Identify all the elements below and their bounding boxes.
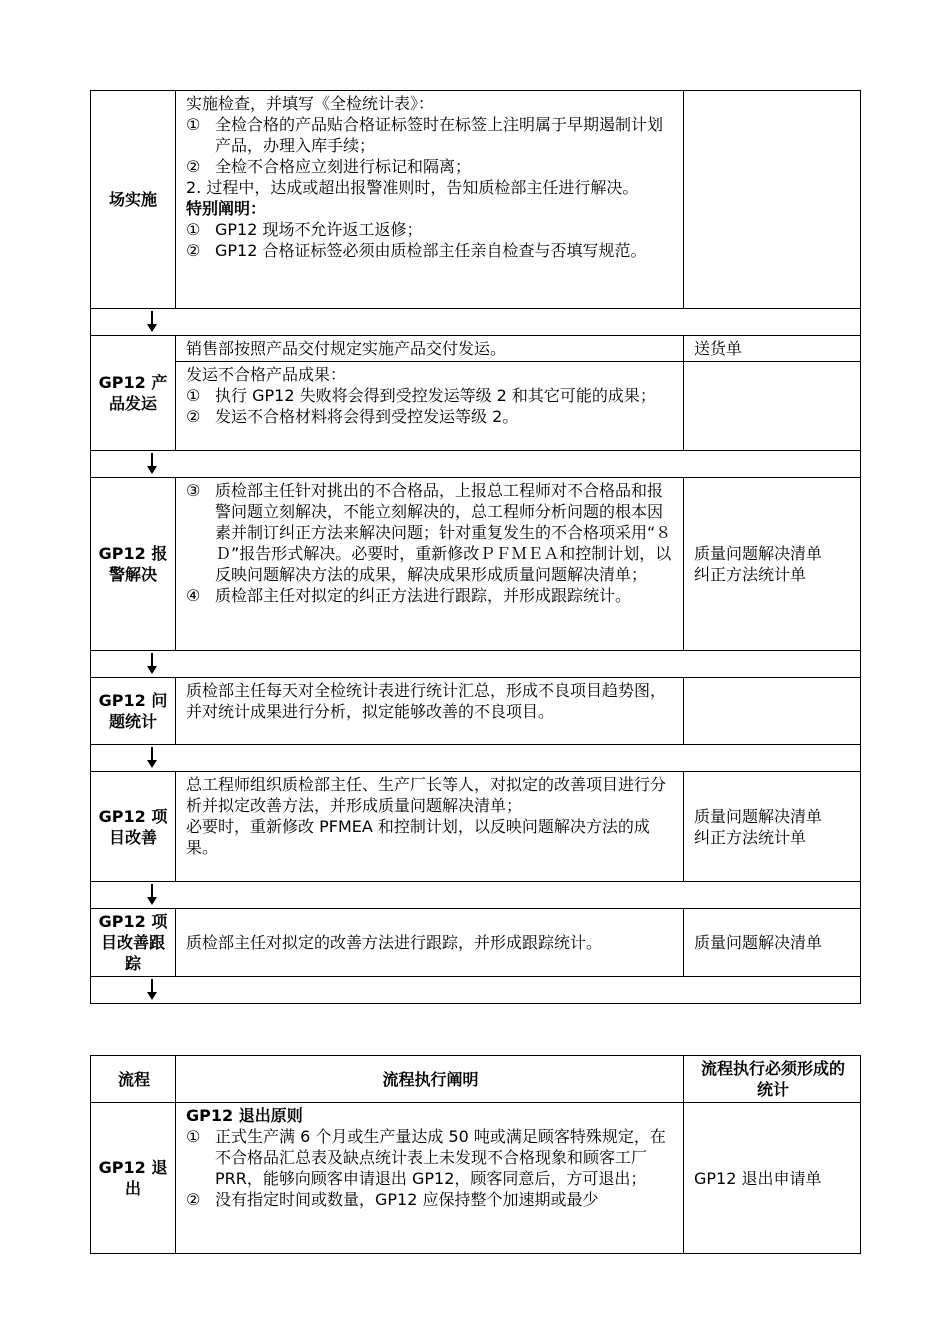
down-arrow-icon [147,653,157,675]
item-text: 执行 GP12 失败将会得到受控发运等级 2 和其它可能的成果； [215,386,656,405]
header-process: 流程 [91,1056,176,1103]
record-line: 纠正方法统计单 [694,827,807,847]
row-improve [91,772,861,882]
flow-arrow-row [91,309,861,336]
desc-improve [176,772,684,882]
step-field-implementation: 场实施 [91,91,176,309]
item-text: 全检不合格应立刻进行标记和隔离； [215,157,472,176]
line: 总工程师组织质检部主任、生产厂长等人，对拟定的改善项目进行分析并拟定改善方法，并形成质量问题解决清单； [186,775,667,815]
list-item [186,406,675,427]
record-tracking: 质量问题解决清单 [684,909,861,977]
flow-arrow-row [91,651,861,678]
list-item [186,219,675,240]
desc-delivery-2 [176,362,684,451]
flow-arrow-row [91,745,861,772]
item-text: GP12 现场不允许返工返修； [215,220,423,239]
record-exit: GP12 退出申请单 [684,1103,861,1254]
item-text: GP12 合格证标签必须由质检部主任亲自检查与否填写规范。 [215,241,647,260]
record-improve [684,772,861,882]
row-stats [91,678,861,745]
list-item [186,1126,675,1189]
record-delivery-2 [684,362,861,451]
line: 发运不合格产品成果： [186,365,347,384]
item-marker: ① [186,386,201,405]
down-arrow-icon [147,453,157,475]
header-row [91,1056,861,1103]
line: 实施检查，并填写《全检统计表》： [186,94,435,113]
special-note-heading: 特别阐明： [186,199,267,218]
flow-arrow-row [91,977,861,1004]
flow-arrow-row [91,882,861,909]
process-table-exit [90,1055,861,1254]
item-marker: ① [186,220,201,239]
list-item [186,114,675,156]
step-alarm: GP12 报警解决 [91,478,176,651]
record-line: 质量问题解决清单 [694,544,823,563]
step-delivery: GP12 产品发运 [91,336,176,451]
desc-stats: 质检部主任每天对全检统计表进行统计汇总，形成不良项目趋势图，并对统计成果进行分析，拟定能够改善的不良项目。 [176,678,684,745]
item-marker: ② [186,157,201,176]
record-line: 纠正方法统计单 [694,565,807,584]
list-item [186,585,675,606]
desc-tracking: 质检部主任对拟定的改善方法进行跟踪，并形成跟踪统计。 [176,909,684,977]
exit-principle-heading: GP12 退出原则 [186,1106,303,1125]
item-marker: ③ [186,481,201,500]
record-stats [684,678,861,745]
item-text: 正式生产满 6 个月或生产量达成 50 吨或满足顾客特殊规定，在不合格品汇总表及缺点统计表上未发现不合格现象和顾客工厂 PRR，能够向顾客申请退出 GP12，顾客同意后，方可退出； [215,1127,666,1188]
down-arrow-icon [147,979,157,1001]
row-tracking [91,909,861,977]
item-marker: ② [186,1190,201,1209]
line: 必要时，重新修改 PFMEA 和控制计划，以反映问题解决方法的成果。 [186,817,650,857]
list-item [186,385,675,406]
item-marker: ① [186,1127,201,1146]
row-exit [91,1103,861,1254]
item-text: 质检部主任针对挑出的不合格品，上报总工程师对不合格品和报警问题立刻解决，不能立刻解决的，总工程师分析问题的根本因素并制订纠正方法来解决问题；针对重复发生的不合格项采用“８Ｄ”报告形式解决。必要时，重新修改ＰＦＭＥＡ和控制计划，以反映问题解决方法的成果，解决成果形成质量问题解决清单； [215,481,672,584]
item-text: 发运不合格材料将会得到受控发运等级 2。 [215,407,519,426]
desc-alarm [176,478,684,651]
step-exit: GP12 退出 [91,1103,176,1254]
item-marker: ④ [186,586,201,605]
header-description: 流程执行阐明 [176,1056,684,1103]
row-delivery-2 [91,362,861,451]
item-text: 全检合格的产品贴合格证标签时在标签上注明属于早期遏制计划产品，办理入库手续； [215,115,664,155]
step-improve: GP12 项目改善 [91,772,176,882]
down-arrow-icon [147,747,157,769]
desc-field-implementation [176,91,684,309]
step-tracking: GP12 项目改善跟踪 [91,909,176,977]
list-item [186,480,675,585]
row-field-implementation [91,91,861,309]
header-records: 流程执行必须形成的统计 [684,1056,861,1103]
step-stats: GP12 问题统计 [91,678,176,745]
down-arrow-icon [147,311,157,333]
record-line: 质量问题解决清单 [694,806,823,826]
list-item [186,240,675,261]
row-alarm [91,478,861,651]
row-delivery-1 [91,336,861,362]
item-text: 没有指定时间或数量，GP12 应保持整个加速期或最少 [215,1190,599,1209]
item-text: 质检部主任对拟定的纠正方法进行跟踪，并形成跟踪统计。 [215,586,632,605]
item-marker: ② [186,241,201,260]
record-delivery-1: 送货单 [684,336,861,362]
desc-exit [176,1103,684,1254]
desc-delivery-1: 销售部按照产品交付规定实施产品交付发运。 [176,336,684,362]
process-table-continued [90,90,861,1004]
item-marker: ② [186,407,201,426]
line: 2. 过程中，达成或超出报警准则时，告知质检部主任进行解决。 [186,178,639,197]
record-field-implementation [684,91,861,309]
item-marker: ① [186,115,201,134]
down-arrow-icon [147,884,157,906]
flow-arrow-row [91,451,861,478]
list-item [186,156,675,177]
list-item [186,1189,675,1210]
record-alarm [684,478,861,651]
